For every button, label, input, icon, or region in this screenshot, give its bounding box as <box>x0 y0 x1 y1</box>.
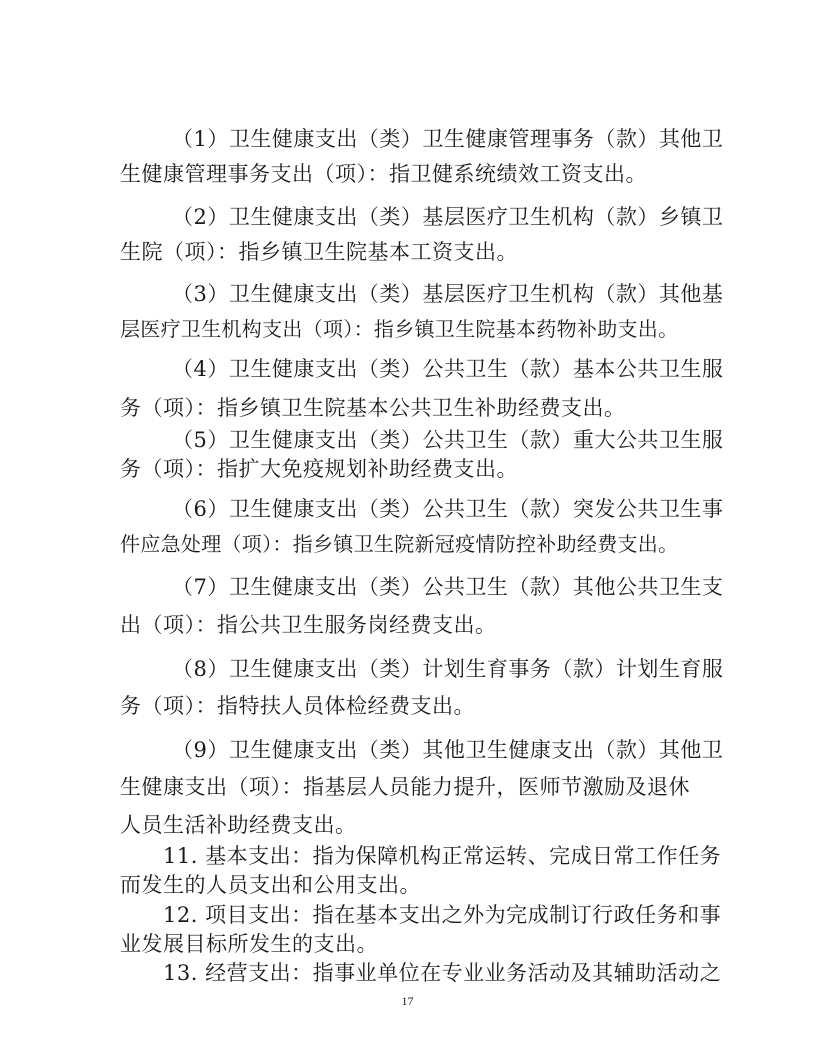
page-number: 17 <box>401 994 414 1008</box>
section-11-line-1: 11. 基本支出：指为保障机构正常运转、完成日常工作任务 <box>163 844 722 868</box>
section-13-line-1: 13. 经营支出：指事业单位在专业业务活动及其辅助活动之 <box>163 961 722 985</box>
paragraph-1-line-1: （1）卫生健康支出（类）卫生健康管理事务（款）其他卫 <box>172 127 724 151</box>
paragraph-9-line-1: （9）卫生健康支出（类）其他卫生健康支出（款）其他卫 <box>172 738 724 762</box>
paragraph-4-line-1: （4）卫生健康支出（类）公共卫生（款）基本公共卫生服 <box>172 357 724 381</box>
paragraph-6-line-1: （6）卫生健康支出（类）公共卫生（款）突发公共卫生事 <box>172 497 724 521</box>
paragraph-7-line-2: 出（项）：指公共卫生服务岗经费支出。 <box>120 613 497 637</box>
paragraph-9-line-2: 生健康支出（项）：指基层人员能力提升，医师节激励及退休 <box>120 775 690 799</box>
paragraph-5-line-2: 务（项）：指扩大免疫规划补助经费支出。 <box>120 457 518 481</box>
paragraph-3-line-2: 层医疗卫生机构支出（项）：指乡镇卫生院基本药物补助支出。 <box>120 317 679 341</box>
paragraph-1-line-2: 生健康管理事务支出（项）：指卫健系统绩效工资支出。 <box>120 162 647 186</box>
section-11-line-2: 而发生的人员支出和公用支出。 <box>120 873 421 897</box>
paragraph-8-line-1: （8）卫生健康支出（类）计划生育事务（款）计划生育服 <box>172 657 724 681</box>
paragraph-2-line-2: 生院（项）：指乡镇卫生院基本工资支出。 <box>120 240 518 264</box>
paragraph-6-line-2: 件应急处理（项）：指乡镇卫生院新冠疫情防控补助经费支出。 <box>120 532 679 556</box>
paragraph-2-line-1: （2）卫生健康支出（类）基层医疗卫生机构（款）乡镇卫 <box>172 205 724 229</box>
paragraph-5-line-1: （5）卫生健康支出（类）公共卫生（款）重大公共卫生服 <box>172 428 724 452</box>
paragraph-4-line-2: 务（项）：指乡镇卫生院基本公共卫生补助经费支出。 <box>120 396 626 420</box>
paragraph-8-line-2: 务（项）：指特扶人员体检经费支出。 <box>120 694 475 718</box>
section-12-line-1: 12. 项目支出：指在基本支出之外为完成制订行政任务和事 <box>163 903 722 927</box>
paragraph-3-line-1: （3）卫生健康支出（类）基层医疗卫生机构（款）其他基 <box>172 282 724 306</box>
paragraph-9-line-3: 人员生活补助经费支出。 <box>120 813 357 837</box>
section-12-line-2: 业发展目标所发生的支出。 <box>120 932 378 956</box>
paragraph-7-line-1: （7）卫生健康支出（类）公共卫生（款）其他公共卫生支 <box>172 575 724 599</box>
